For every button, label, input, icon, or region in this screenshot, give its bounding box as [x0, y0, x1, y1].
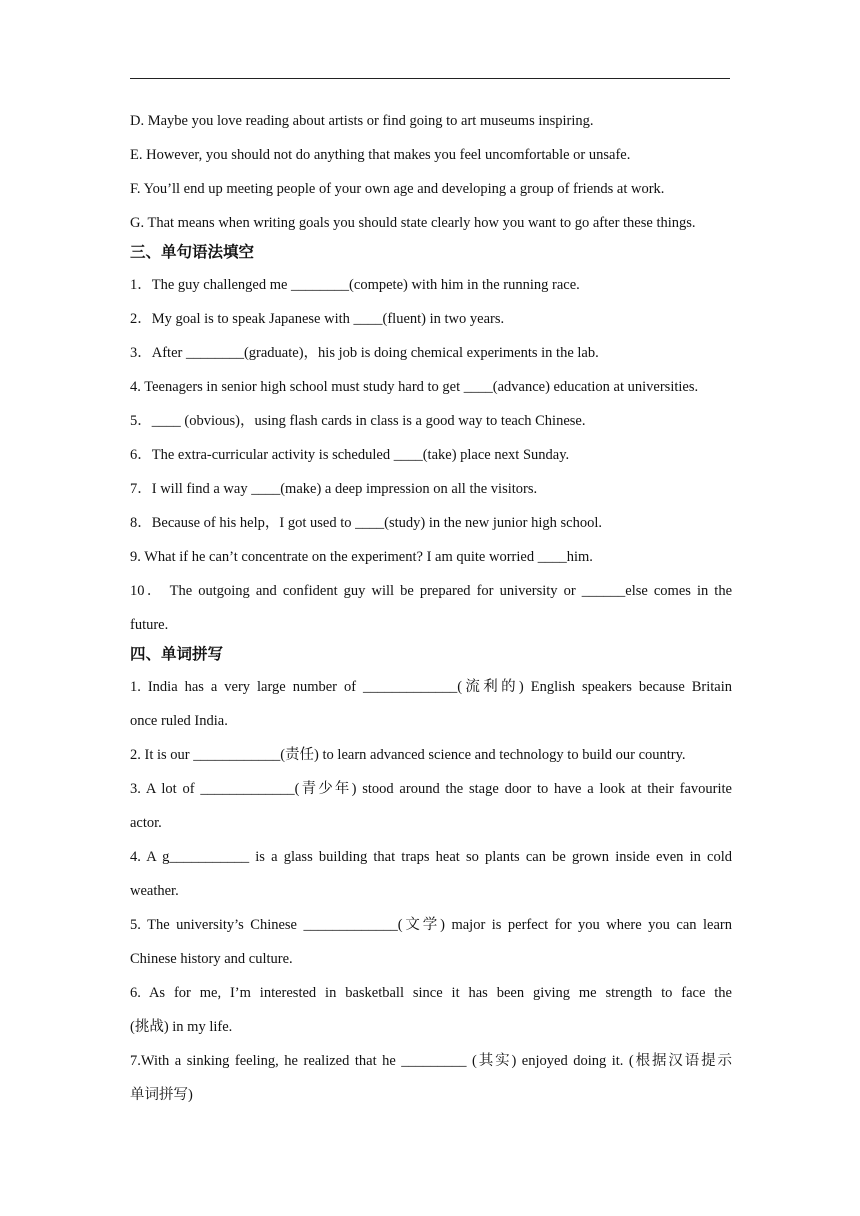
grammar-item-10: 10． The outgoing and confident guy will be prepared for university or ______else comes in the: [130, 583, 732, 599]
grammar-item-4: 4. Teenagers in senior high school must study hard to get ____(advance) education at universities.: [130, 379, 699, 395]
grammar-item-10-cont: future.: [130, 617, 169, 633]
spelling-item-4: 4. A g___________ is a glass building that traps heat so plants can be grown inside even in cold: [130, 849, 732, 865]
section-3-heading: 三、单句语法填空: [130, 243, 255, 261]
grammar-item-3: 3．After ________(graduate)，his job is doing chemical experiments in the lab.: [130, 345, 599, 361]
grammar-item-1: 1．The guy challenged me ________(compete) with him in the running race.: [130, 277, 580, 293]
spelling-item-6-cont: (挑战) in my life.: [130, 1019, 233, 1035]
option-g: G. That means when writing goals you should state clearly how you want to go after these things.: [130, 215, 696, 231]
option-e: E. However, you should not do anything that makes you feel uncomfortable or unsafe.: [130, 147, 631, 163]
option-f: F. You’ll end up meeting people of your own age and developing a group of friends at work.: [130, 181, 665, 197]
grammar-item-2: 2．My goal is to speak Japanese with ____(fluent) in two years.: [130, 311, 505, 327]
spelling-item-6: 6. As for me, I’m interested in basketball since it has been giving me strength to face the: [130, 985, 732, 1001]
spelling-item-7: 7.With a sinking feeling, he realized that he _________ (其实) enjoyed doing it. (根据汉语提示: [130, 1053, 732, 1069]
spelling-item-3: 3. A lot of _____________(青少年) stood around the stage door to have a look at their favourite: [130, 781, 732, 797]
document-body: [130, 104, 732, 1112]
spelling-item-5: 5. The university’s Chinese _____________(文学) major is perfect for you where you can learn: [130, 917, 732, 933]
spelling-item-1: 1. India has a very large number of _____________(流利的) English speakers because Britain: [130, 679, 732, 695]
spelling-item-5-cont: Chinese history and culture.: [130, 951, 293, 967]
grammar-item-8: 8．Because of his help，I got used to ____(study) in the new junior high school.: [130, 515, 602, 531]
option-d: D. Maybe you love reading about artists or find going to art museums inspiring.: [130, 113, 594, 129]
grammar-item-9: 9. What if he can’t concentrate on the experiment? I am quite worried ____him.: [130, 549, 593, 565]
grammar-item-6: 6．The extra-curricular activity is scheduled ____(take) place next Sunday.: [130, 447, 570, 463]
spelling-item-4-cont: weather.: [130, 883, 179, 899]
header-rule: [130, 78, 730, 79]
spelling-item-3-cont: actor.: [130, 815, 162, 831]
section-4-heading: 四、单词拼写: [130, 645, 224, 663]
grammar-item-7: 7．I will find a way ____(make) a deep impression on all the visitors.: [130, 481, 538, 497]
spelling-item-1-cont: once ruled India.: [130, 713, 228, 729]
grammar-item-5: 5．____ (obvious)，using flash cards in class is a good way to teach Chinese.: [130, 413, 586, 429]
spelling-item-2: 2. It is our ____________(责任) to learn advanced science and technology to build our country.: [130, 747, 686, 763]
spelling-item-7-cont: 单词拼写): [130, 1087, 193, 1103]
